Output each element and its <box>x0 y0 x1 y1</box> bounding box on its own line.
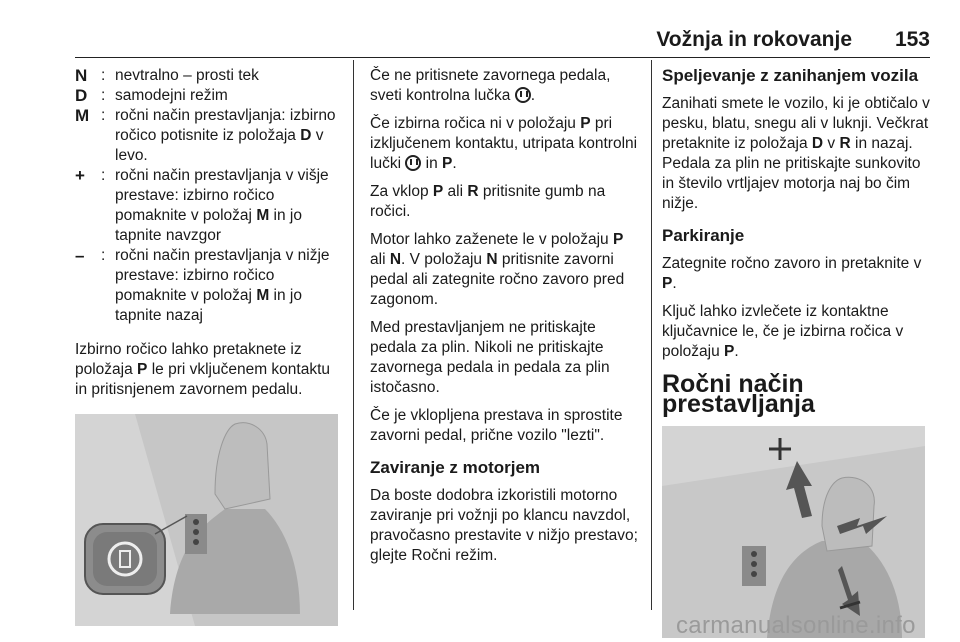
definition-term: N <box>75 66 88 85</box>
paragraph-shifting: Med prestavljanjem ne pritiskajte pedala za plin. Nikoli ne pritiskajte zavornega pedala in pedala za plin istočasno. <box>370 319 610 396</box>
definition-text: nevtralno – prosti tek <box>115 67 259 84</box>
paragraph-warning-light: Če ne pritisnete zavornega pedala, sveti kontrolna lučka . <box>370 67 611 104</box>
definition-text: ročni način prestavljanja: izbirno ročico potisnite iz položaja D v levo. <box>115 107 336 164</box>
definition-item <box>75 106 340 166</box>
column-divider-left <box>353 60 354 610</box>
definition-colon: : <box>101 167 106 184</box>
definition-term: M <box>75 106 90 125</box>
definition-term: D <box>75 86 88 105</box>
brake-warning-icon <box>515 87 531 103</box>
page-number: 153 <box>894 28 930 51</box>
brake-warning-icon <box>405 155 421 171</box>
section-title: Vožnja in rokovanje <box>656 28 852 51</box>
gear-lever-illustration <box>75 414 338 626</box>
definition-colon: : <box>101 247 106 264</box>
heading-parking: Parkiranje <box>662 226 745 245</box>
heading-manual-mode: Ročni način prestavljanja <box>662 370 815 418</box>
column-2 <box>370 66 640 574</box>
column-3 <box>662 66 930 638</box>
paragraph-rocking: Zanihati smete le vozilo, ki je obtičalo v pesku, blatu, snegu ali v luknji. Večkrat pretaknite iz položaja D v R in nazaj. Pedala za plin ne pritiskajte sunkovito in število vrtljajev motorja naj bo čim nižje. <box>662 95 930 212</box>
definition-text: samodejni režim <box>115 87 228 104</box>
paragraph-ignition-off: Če izbirna ročica ni v položaju P pri izključenem kontaktu, utripata kontrolni lučki in P. <box>370 115 638 172</box>
definition-term: + <box>75 166 85 185</box>
definition-list <box>75 66 340 326</box>
watermark: carmanualsonline.info <box>676 612 916 639</box>
column-1 <box>75 66 340 626</box>
paragraph-engine-start: Motor lahko zaženete le v položaju P ali N. V položaju N pritisnite zavorni pedal ali zategnite ročno zavoro pred zagonom. <box>370 231 625 308</box>
manual-shift-illustration <box>662 426 925 638</box>
paragraph-key-removal: Ključ lahko izvlečete iz kontaktne ključavnice le, če je izbirna ročica v položaju P. <box>662 303 904 360</box>
page-header <box>75 22 930 52</box>
definition-colon: : <box>101 67 106 84</box>
definition-item <box>75 166 340 246</box>
gear-lever-figure <box>75 414 338 626</box>
heading-rocking: Speljevanje z zanihanjem vozila <box>662 66 919 85</box>
column-divider-right <box>651 60 652 610</box>
paragraph-creep: Če je vklopljena prestava in sprostite zavorni pedal, pričnе vozilo "lezti". <box>370 407 623 444</box>
paragraph-engine-braking: Da boste dodobra izkoristili motorno zaviranje pri vožnji po klancu navzdol, pravočasno prestavite v nižjo prestavo; glejte Ročni režim. <box>370 487 638 564</box>
definition-item <box>75 66 340 86</box>
definition-item <box>75 86 340 106</box>
paragraph-engage-p-r: Za vklop P ali R pritisnite gumb na ročici. <box>370 183 606 220</box>
header-rule <box>75 57 930 58</box>
definition-term: – <box>75 246 85 265</box>
definition-text: ročni način prestavljanja v nižje prestave: izbirno ročico pomaknite v položaj M in jo tapnite nazaj <box>115 247 330 324</box>
definition-colon: : <box>101 87 106 104</box>
definition-item <box>75 246 340 326</box>
paragraph-parking-brake: Zategnite ročno zavoro in pretaknite v P. <box>662 255 922 292</box>
manual-mode-figure <box>662 426 925 638</box>
heading-engine-braking: Zaviranje z motorjem <box>370 458 541 477</box>
paragraph-selector-lever: Izbirno ročico lahko pretaknete iz položaja P le pri vključenem kontaktu in pritisnjenem zavornem pedalu. <box>75 341 331 398</box>
definition-text: ročni način prestavljanja v višje prestave: izbirno ročico pomaknite v položaj M in jo tapnite navzgor <box>115 167 329 244</box>
definition-colon: : <box>101 107 106 124</box>
